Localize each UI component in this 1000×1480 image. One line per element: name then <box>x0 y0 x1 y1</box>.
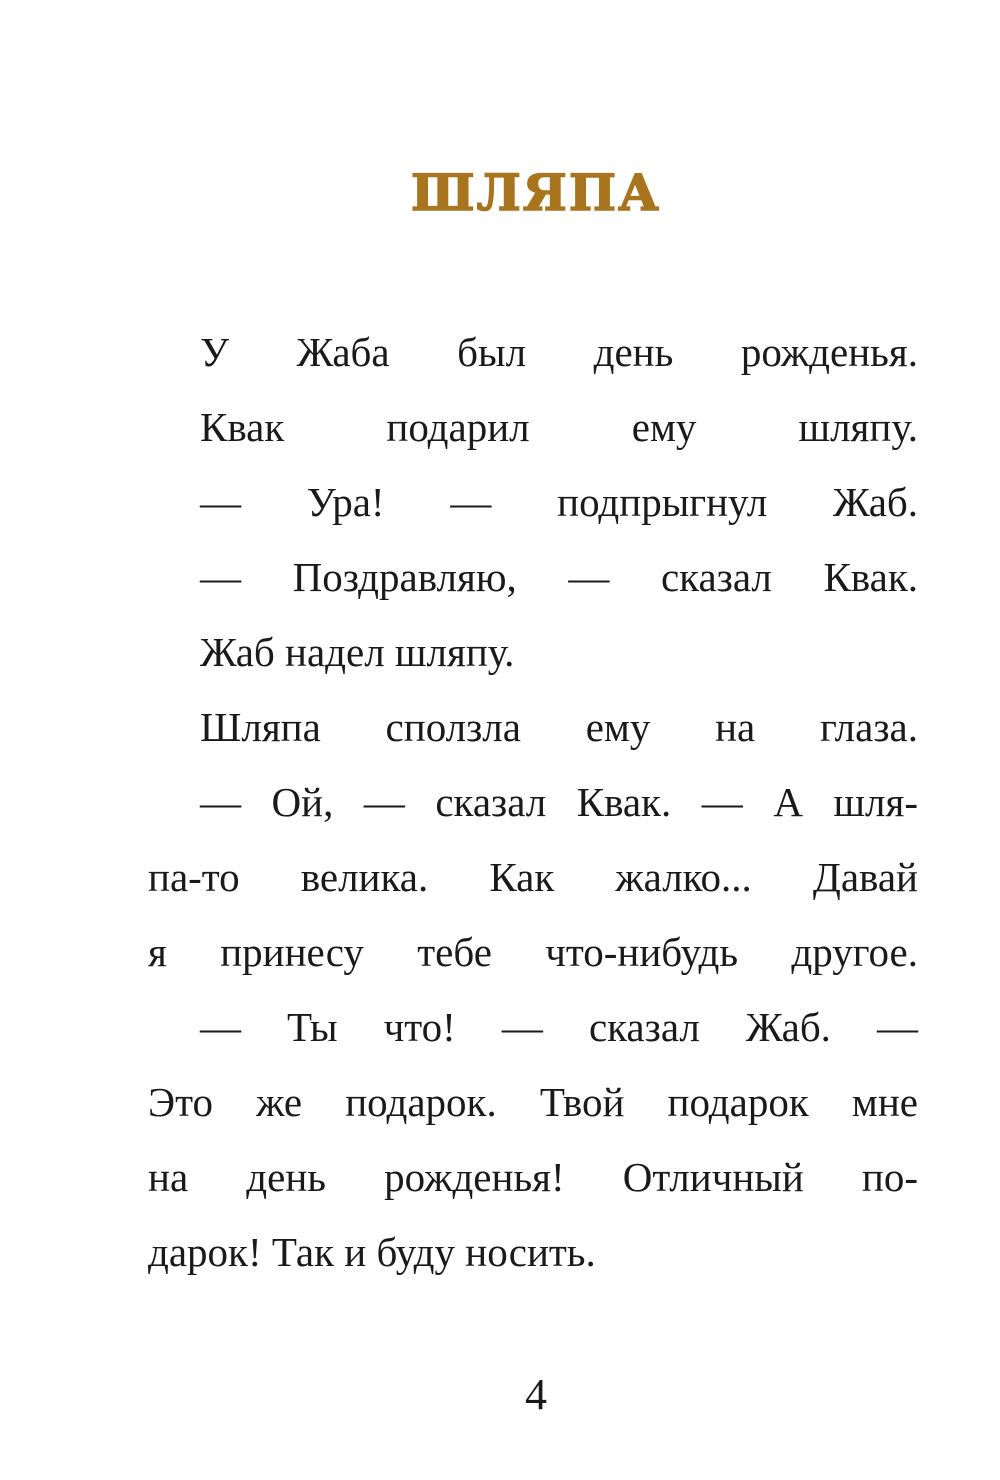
text-line: Квак подарил ему шляпу. <box>200 404 918 450</box>
text-line: — Ой, — сказал Квак. — А шля- <box>200 779 918 825</box>
text-line: Это же подарок. Твой подарок мне <box>148 1079 918 1125</box>
text-line: — Поздравляю, — сказал Квак. <box>200 554 918 600</box>
text-line: У Жаба был день рожденья. <box>200 329 918 375</box>
chapter-title: ШЛЯПА <box>411 163 661 222</box>
text-line: — Ты что! — сказал Жаб. — <box>200 1004 918 1050</box>
text-line: па-то велика. Как жалко... Давай <box>148 854 918 900</box>
text-line: Шляпа сползла ему на глаза. <box>200 704 918 750</box>
text-line: Жаб надел шляпу. <box>200 629 515 675</box>
text-line: дарок! Так и буду носить. <box>148 1229 596 1275</box>
text-line: я принесу тебе что-нибудь другое. <box>148 929 918 975</box>
text-line: — Ура! — подпрыгнул Жаб. <box>200 479 918 525</box>
page-number: 4 <box>525 1370 547 1419</box>
text-line: на день рожденья! Отличный по- <box>148 1154 918 1200</box>
